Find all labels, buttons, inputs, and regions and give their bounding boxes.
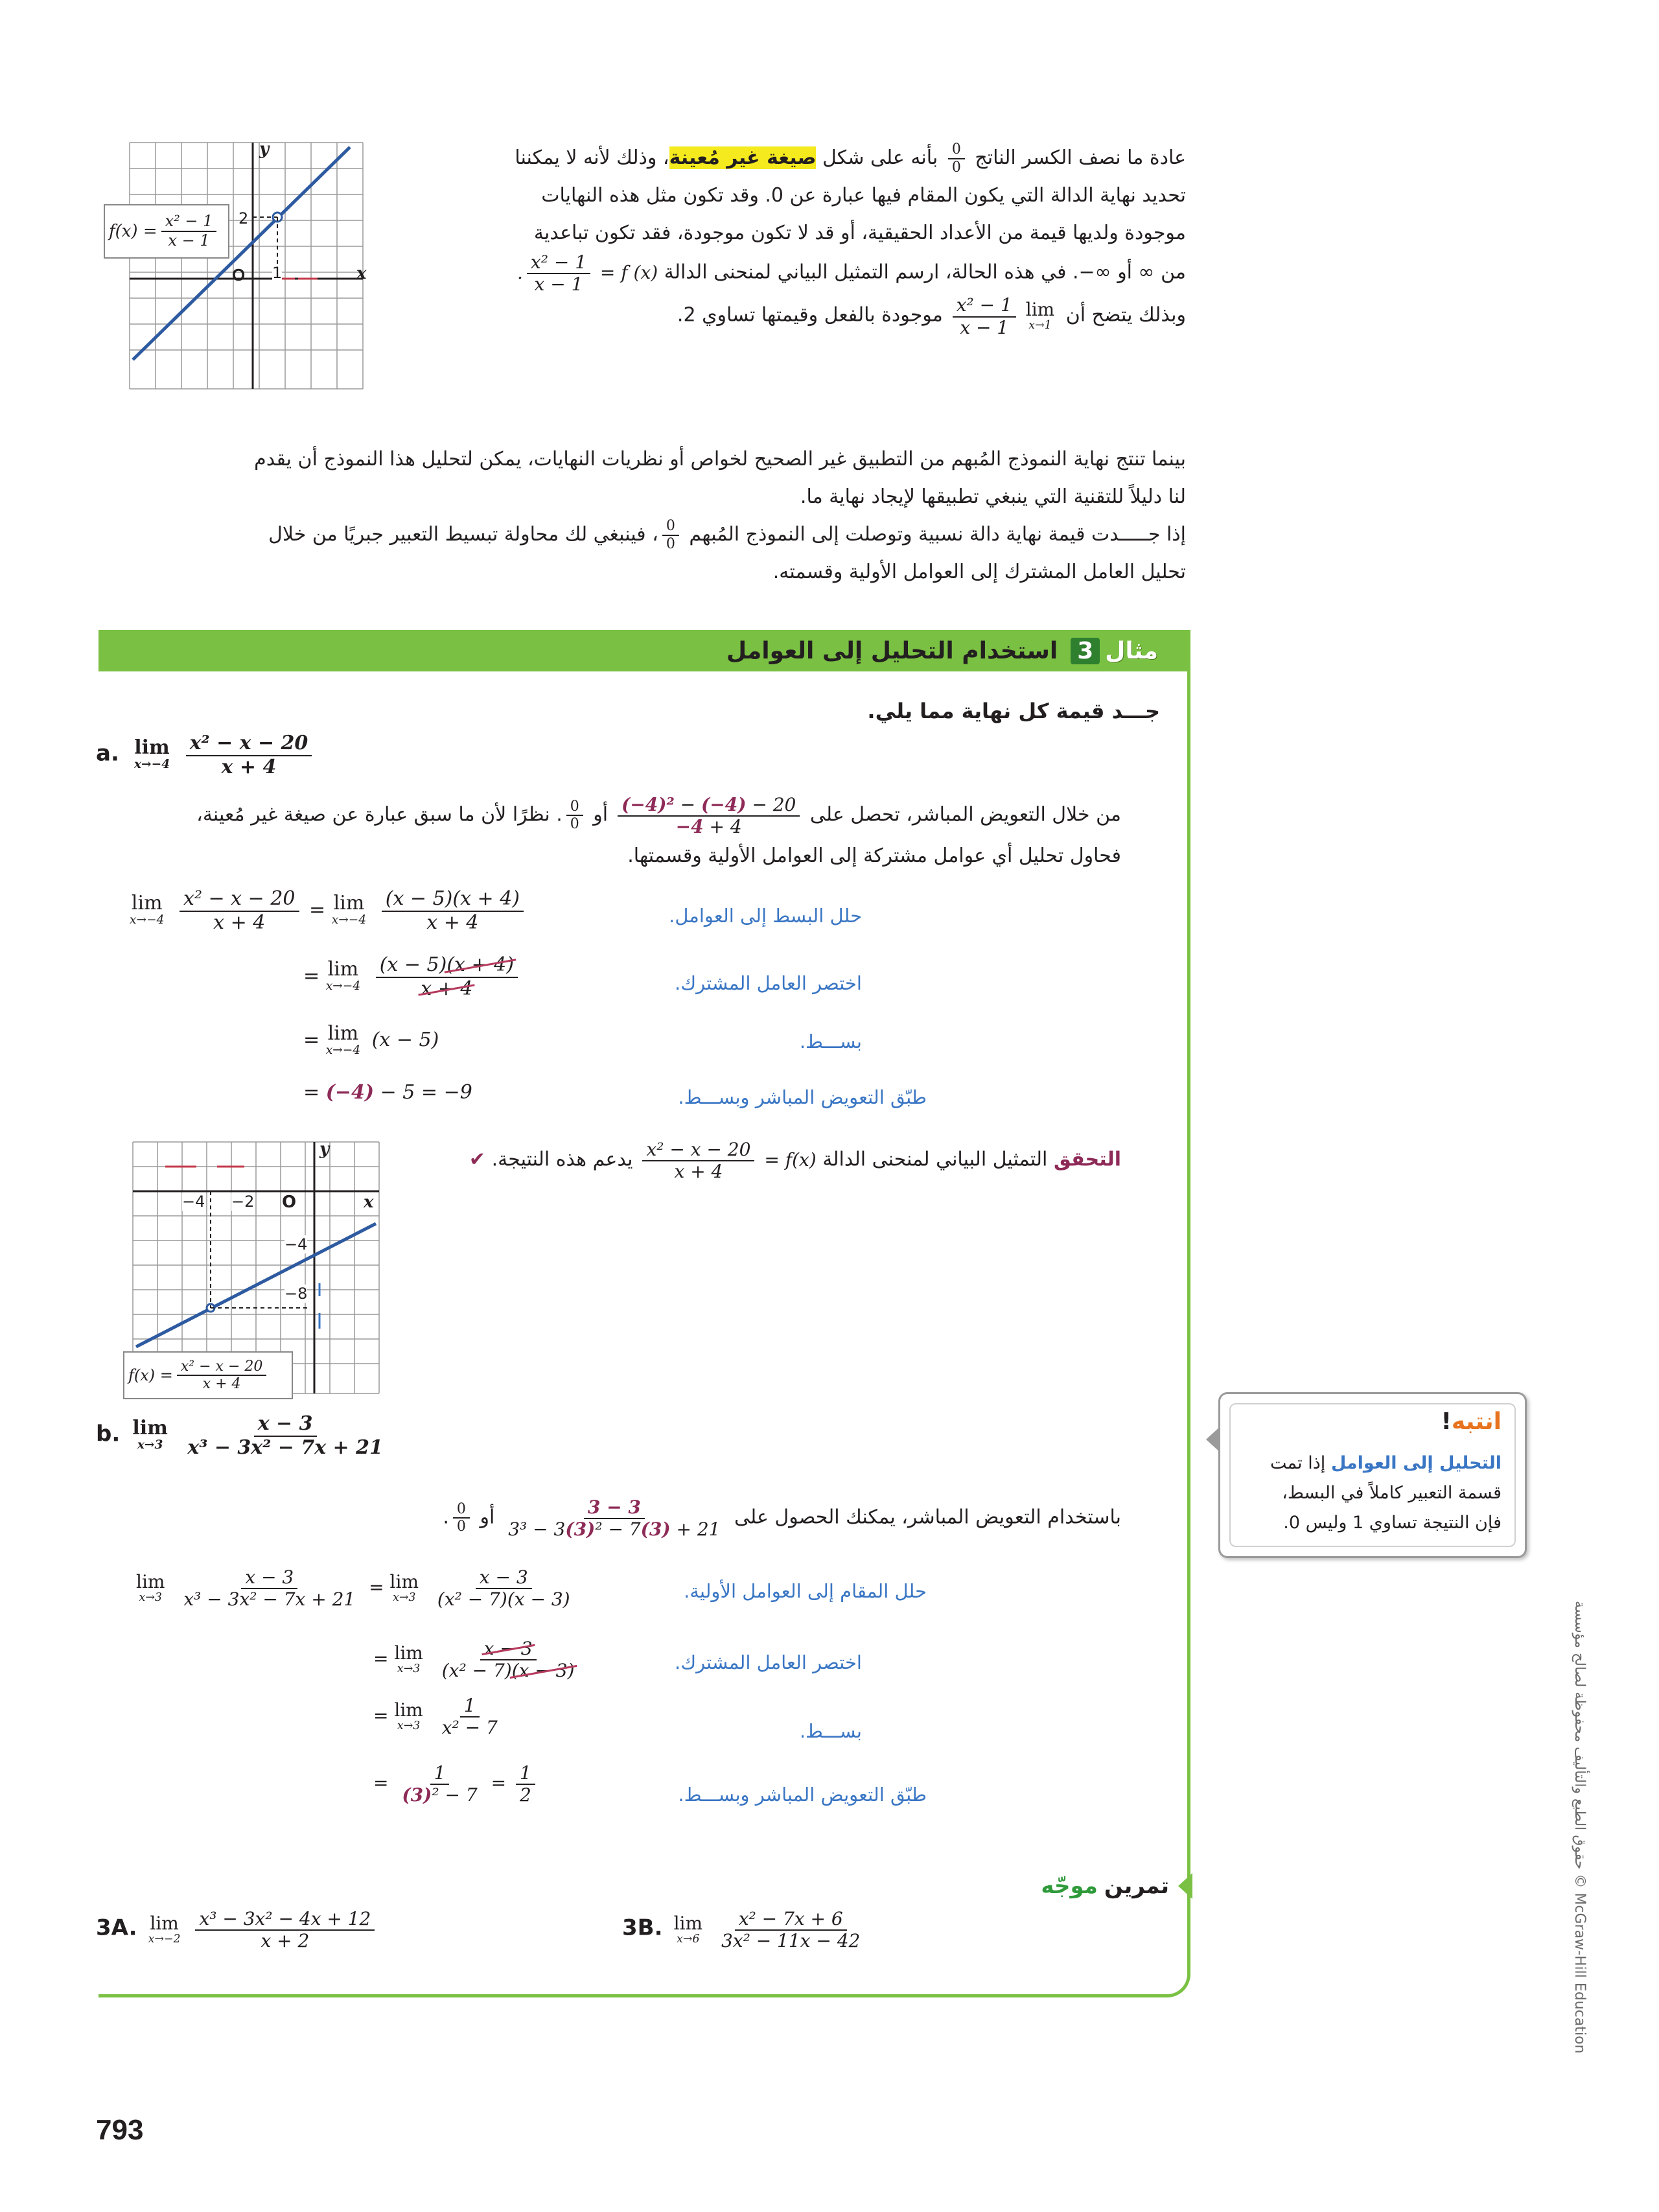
part-a-check [389,1139,1121,1182]
check-graph-fx-frac: $\frac{\text{x² − x − 20}}{x + 4}$ [177,1358,266,1393]
check-graph-origin: O [282,1193,297,1212]
banner-word: مثال [1105,637,1158,664]
part-a-den: x + 4 [221,755,277,778]
guided-title-accent: موجّه [1041,1873,1098,1899]
part-b-frac-00: $\frac{0}{0}$ [453,1501,470,1535]
exercise-3b-expression: lim x→6 $\frac{\text{x² − 7x + 6}}{\text{3x² − 11x − 42}}$ [673,1908,861,1952]
guided-practice-header [998,1868,1192,1904]
part-a-step-3-note: بســـط. [799,1030,862,1053]
lim-operator: lim x→−4 [133,736,170,772]
check-graph-fx-box [123,1351,293,1399]
check-graph-y-label: y [319,1139,330,1159]
guided-arrow-icon [1178,1873,1192,1899]
check-graph-x-label: x [364,1193,374,1212]
part-b-or: أو [480,1506,495,1529]
intro-limit [943,294,1060,338]
guided-title: تمرين [1104,1873,1169,1899]
part-b-step-4: = $\frac{1}{\text{(3)² − 7}}$ = $\frac{1}{2}$ [373,1763,539,1806]
check-text: التمثيل البياني لمنحنى الدالة [822,1148,1048,1171]
check-text: يدعم هذه النتيجة. [491,1148,633,1171]
part-a-step-4-note: طبّق التعويض المباشر وبســـط. [678,1086,927,1108]
part-a-frac [186,732,312,778]
part-b-expression: lim x→3 $\frac{x - 3}{\text{x³ − 3x² − 7x + 21}}$ [132,1412,383,1459]
part-a-step-1: lim x→−4 $\frac{\text{x² − x − 20}}{x + 4}$ = lim x→−4 $\frac{(x - 5)(x + 4)}{x + 4}$ [130,888,528,934]
part-a-step-1-note: حلل البسط إلى العوامل. [669,905,862,927]
part-a-substitution: $\frac{\text{(−4)² − (−4) − 20}}{-4 + 4}$ [608,804,804,826]
highlight-term: صيغة غير مُعينة [669,146,817,169]
para2-line-3 [104,516,1186,553]
exercise-3a-expression: lim x→−2 $\frac{\text{x³ − 3x² − 4x + 12}}{x + 2}$ [148,1918,379,1940]
para2-text: إذا جـــــدت قيمة نهاية دالة نسبية وتوصلت إلى النموذج المُبهم [689,523,1186,546]
intro-graph-tick-1: 1 [272,264,283,282]
intro-line-5 [415,295,1186,338]
exercise-3b[interactable] [622,1909,868,1951]
check-graph-tick-y-m4: −4 [284,1235,308,1253]
lim-operator: lim x→1 [1025,299,1055,332]
part-a-step-4: = (−4) − 5 = −9 [303,1081,472,1104]
watch-out-callout [1218,1392,1527,1558]
para2-text: ، فينبغي لك محاولة تبسيط التعبير جبريًا من خلال [268,523,658,546]
intro-fx-den: x − 1 [534,274,583,296]
copyright-text: McGraw-Hill Education © حقوق الطبع والتأليف محفوظة لصالح مؤسسة [1572,1601,1588,2054]
paragraph-2 [104,441,1186,591]
callout-title-text: انتبه [1451,1408,1502,1435]
exercise-3a[interactable] [96,1909,378,1951]
part-a-or: أو [593,803,609,826]
part-a-text-a: من خلال التعويض المباشر، تحصل على [809,803,1121,826]
intro-text: ، وذلك لأنه لا يمكننا [515,146,669,169]
para2-line-1: بينما تنتج نهاية النموذج المُبهم من التطبيق غير الصحيح لخواص أو نظريات النهايات، يمكن لتحليل هذا النموذج أن يقدم [254,448,1186,471]
intro-line-3: موجودة ولديها قيمة من الأعداد الحقيقية، أو قد لا تكون موجودة، فقد تكون تباعدية [533,222,1186,244]
intro-graph-fx-box [104,204,229,259]
check-graph [120,1141,392,1400]
intro-text: بأنه على شكل [822,146,938,169]
para2-frac-00: $\frac{0}{0}$ [662,518,679,552]
intro-limit-num: x² − 1 [953,295,1016,317]
intro-graph-tick-2: 2 [238,209,249,227]
part-a-label: a. [96,740,119,767]
part-a-num: x² − x − 20 [186,732,312,756]
intro-fx-frac [527,252,590,295]
part-a-step-2: = lim x→−4 $\frac{(x - 5)(x + 4)}{x + 4}$ [303,954,522,1000]
part-a-step-3: = lim x→−4 (x − 5) [303,1022,439,1057]
callout-term: التحليل إلى العوامل [1330,1453,1502,1473]
callout-body [1242,1449,1502,1538]
check-graph-tick-y-m8: −8 [284,1285,308,1303]
exercise-3a-label: 3A. [96,1915,137,1941]
callout-title [1441,1408,1502,1435]
check-graph-fx-label: f(x) = [128,1366,173,1384]
part-b-step-3-note: بســـط. [799,1720,862,1742]
part-b-step-1: lim x→3 $\frac{x - 3}{\text{x³ − 3x² − 7x + 21}}$ = lim x→3 $\frac{x - 3}{\text{(x² − 7)(x − 3)}}$ [136,1566,570,1611]
banner-number: 3 [1071,638,1100,664]
part-b-text-a: باستخدام التعويض المباشر، يمكنك الحصول على [734,1506,1121,1529]
intro-graph [104,139,382,392]
intro-paragraph [415,139,1186,338]
para2-line-4: تحليل العامل المشترك إلى العوامل الأولية وقسمته. [772,561,1186,583]
part-a-step-2-note: اختصر العامل المشترك. [675,972,862,994]
intro-limit-den: x − 1 [960,316,1009,338]
intro-text: من ∞ أو ∞−. في هذه الحالة، ارسم التمثيل البياني لمنحنى الدالة [664,261,1186,284]
intro-graph-y-label: y [259,139,270,159]
intro-graph-fx-den: x − 1 [168,231,210,250]
part-b-step-2-note: اختصر العامل المشترك. [675,1651,862,1673]
check-function: f(x) = $\frac{\text{x² − x − 20}}{x + 4}$ [633,1149,817,1170]
intro-graph-x-label: x [356,264,367,283]
intro-text: عادة ما نصف الكسر الناتج [975,146,1186,169]
part-b-step-4-note: طبّق التعويض المباشر وبســـط. [678,1784,927,1806]
example-instruction: جـــد قيمة كل نهاية مما يلي. [867,699,1160,723]
part-a-line-1 [91,795,1121,837]
intro-line-2: تحديد نهاية الدالة التي يكون المقام فيها عبارة عن 0. وقد تكون مثل هذه النهايات [541,184,1186,207]
intro-fx-num: x² − 1 [527,252,590,274]
part-a-line-2: فحاول تحليل أي عوامل مشتركة إلى العوامل الأولية وقسمتها. [627,844,1121,868]
part-a-text-d: . نظرًا لأن ما سبق عبارة عن صيغة غير مُعينة، [196,803,563,826]
check-label: التحقق [1053,1148,1121,1171]
part-b-step-2: = lim x→3 $\frac{x - 3}{\text{(x² − 7)(x − 3)}}$ [373,1638,575,1682]
intro-line-1 [415,139,1186,177]
part-a-frac-00: $\frac{0}{0}$ [566,798,583,833]
copyright-note [1568,1601,1588,2093]
part-b-label: b. [96,1421,121,1447]
part-b-step-1-note: حلل المقام إلى العوامل الأولية. [684,1580,927,1602]
callout-line-3: فإن النتيجة تساوي 1 وليس 0. [1283,1513,1502,1533]
example-banner [99,630,1190,671]
intro-graph-fx-num: x² − 1 [161,213,217,232]
part-b-substitution: $\frac{3 - 3}{\text{3³ − 3(3)² − 7(3) + 21}}$ [508,1496,721,1541]
exercise-3b-label: 3B. [622,1915,663,1941]
intro-graph-fx-frac [161,213,217,250]
part-b-text: باستخدام التعويض المباشر، يمكنك الحصول على $\frac{3 - 3}{\text{3³ − 3(3)² − 7(3) + 21}}$ أو $\frac{0}{0}$ . [443,1496,1121,1541]
intro-frac-00: $\frac{0}{0}$ [948,141,965,176]
part-a-text [91,795,1121,875]
part-b-heading [96,1413,391,1459]
check-graph-tick-x-m2: −2 [231,1193,255,1211]
para2-line-2: لنا دليلاً للتقنية التي ينبغي تطبيقها لإيجاد نهاية ما. [800,485,1186,508]
intro-fx: f (x) = $\frac{\text{x² − 1}}{x - 1}$ . [517,251,658,296]
banner-title: استخدام التحليل إلى العوامل [726,637,1058,664]
intro-text: موجودة بالفعل وقيمتها تساوي 2. [677,304,943,327]
part-a-expression [133,732,316,778]
page-number: 793 [96,2114,144,2146]
check-graph-tick-x-m4: −4 [182,1193,205,1211]
callout-title-mark: ! [1441,1408,1452,1435]
callout-line-2: قسمة التعبير كاملاً في البسط، [1282,1483,1502,1503]
callout-line-1: إذا تمت [1270,1453,1326,1473]
check-mark-icon: ✔ [469,1148,486,1171]
intro-graph-fx-label: f(x) = [109,222,157,241]
intro-line-4 [415,252,1186,295]
intro-limit-frac [953,295,1016,338]
part-a-heading [96,732,316,778]
intro-fx-label: f (x) = [599,261,658,283]
part-b-step-3: = lim x→3 $\frac{1}{\text{x² − 7}}$ [373,1695,498,1739]
intro-graph-origin: O [232,265,246,285]
intro-text: وبذلك يتضح أن [1065,304,1186,327]
